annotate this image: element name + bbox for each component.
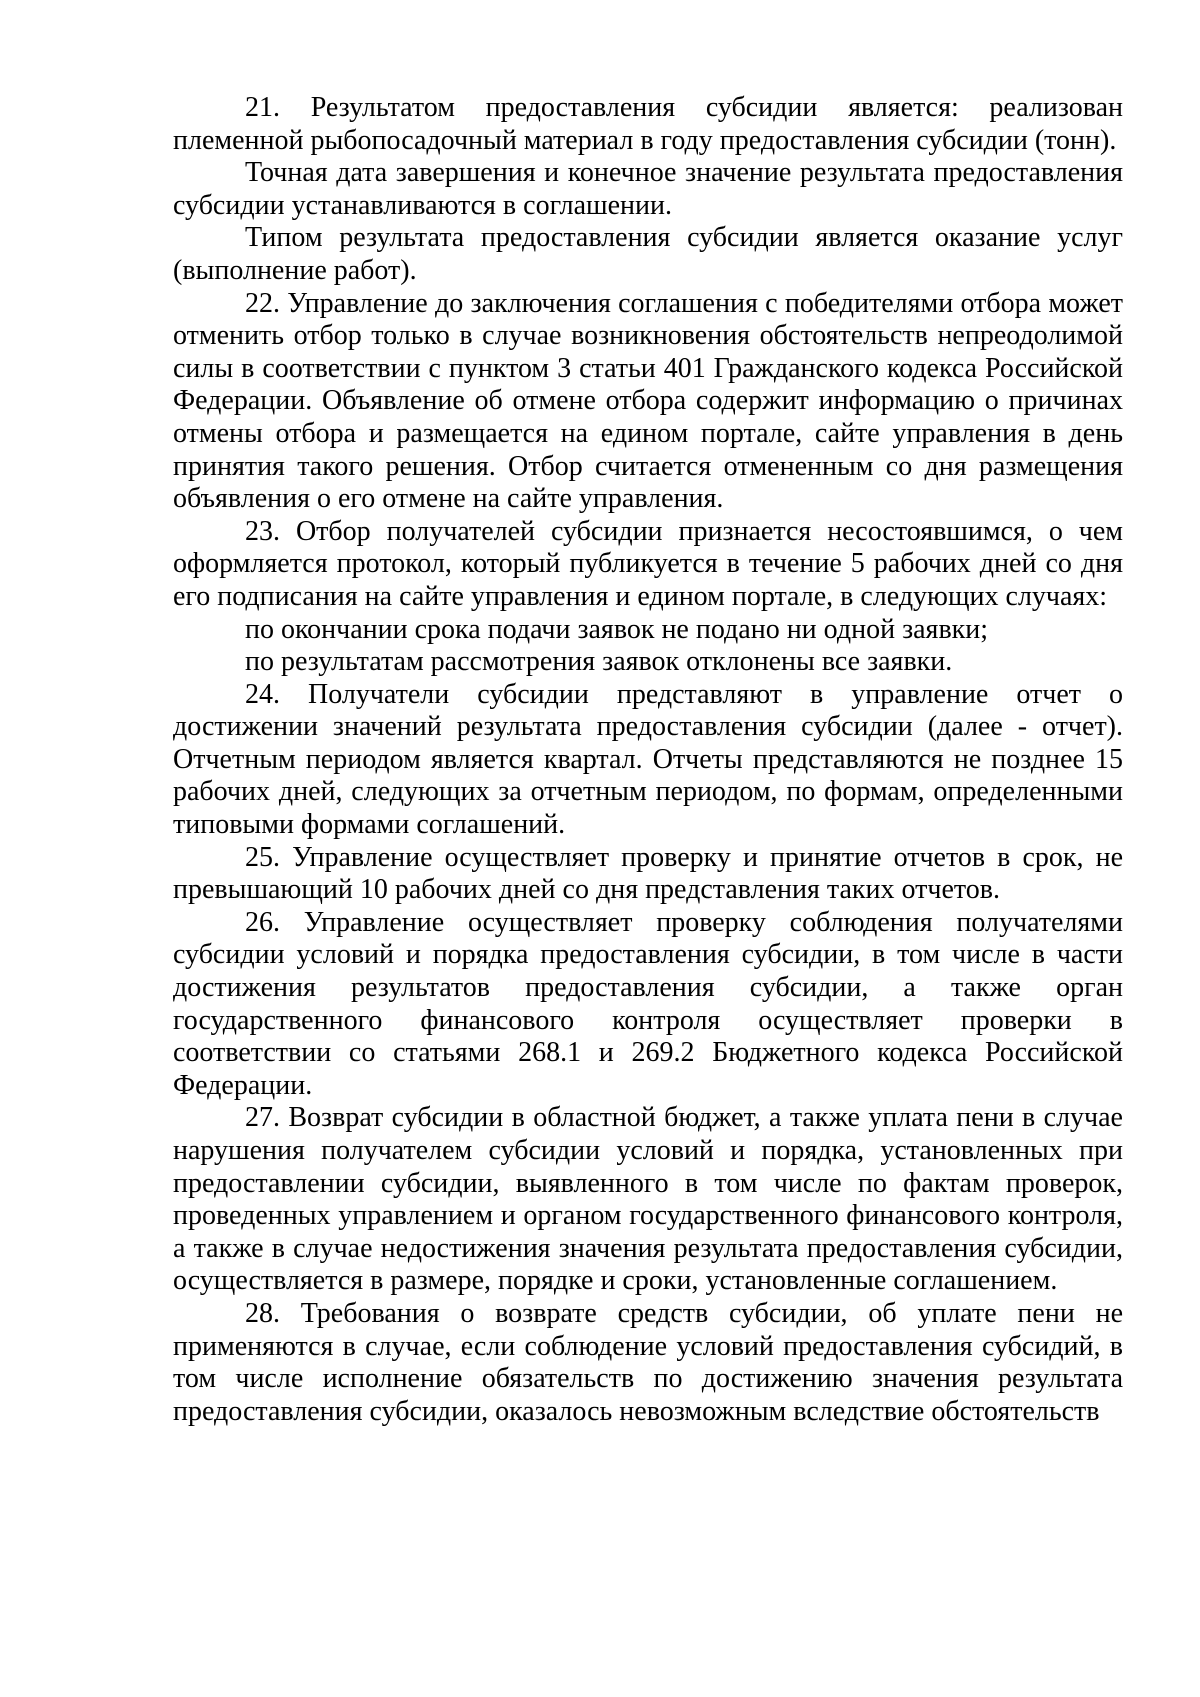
paragraph-25: 25. Управление осуществляет проверку и принятие отчетов в срок, не превышающий 10 рабочих дней со дня представления таких отчетов. [173, 841, 1123, 906]
paragraph-23-case-1: по окончании срока подачи заявок не подано ни одной заявки; [245, 613, 989, 645]
paragraph-24: 24. Получатели субсидии представляют в управление отчет о достижении значений результата предоставления субсидии (далее - отчет). Отчетным периодом является квартал. Отчеты представляются не позднее 15 рабочих дней, следующих за отчетным периодом, по формам, определенными типовыми формами соглашений. [173, 678, 1123, 841]
document-page [173, 92, 1123, 1428]
paragraph-21-date: Точная дата завершения и конечное значение результата предоставления субсидии устанавливаются в соглашении. [173, 157, 1123, 221]
paragraph-23-case-2: по результатам рассмотрения заявок отклонены все заявки. [245, 646, 953, 678]
paragraph-21-result: 21. Результатом предоставления субсидии является: реализован племенной рыбопосадочный материал в году предоставления субсидии (тонн). [173, 92, 1123, 156]
paragraph-26: 26. Управление осуществляет проверку соблюдения получателями субсидии условий и порядка предоставления субсидии, в том числе в части достижения результатов предоставления субсидии, а также орган государственного финансового контроля осуществляет проверки в соответствии со статьями 268.1 и 269.2 Бюджетного кодекса Российской Федерации. [173, 906, 1123, 1101]
paragraph-22: 22. Управление до заключения соглашения с победителями отбора может отменить отбор только в случае возникновения обстоятельств непреодолимой силы в соответствии с пунктом 3 статьи 401 Гражданского кодекса Российской Федерации. Объявление об отмене отбора содержит информацию о причинах отмены отбора и размещается на едином портале, сайте управления в день принятия такого решения. Отбор считается отмененным со дня размещения объявления о его отмене на сайте управления. [173, 287, 1123, 515]
paragraph-27: 27. Возврат субсидии в областной бюджет, а также уплата пени в случае нарушения получателем субсидии условий и порядка, установленных при предоставлении субсидии, выявленного в том числе по фактам проверок, проведенных управлением и органом государственного финансового контроля, а также в случае недостижения значения результата предоставления субсидии, осуществляется в размере, порядке и сроки, установленные соглашением. [173, 1102, 1123, 1297]
paragraph-21-type: Типом результата предоставления субсидии является оказание услуг (выполнение работ). [173, 222, 1123, 286]
paragraph-23: 23. Отбор получателей субсидии признается несостоявшимся, о чем оформляется протокол, который публикуется в течение 5 рабочих дней со дня его подписания на сайте управления и едином портале, в следующих случаях: [173, 515, 1123, 612]
paragraph-28: 28. Требования о возврате средств субсидии, об уплате пени не применяются в случае, если соблюдение условий предоставления субсидий, в том числе исполнение обязательств по достижению значения результата предоставления субсидии, оказалось невозможным вследствие обстоятельств [173, 1297, 1123, 1427]
